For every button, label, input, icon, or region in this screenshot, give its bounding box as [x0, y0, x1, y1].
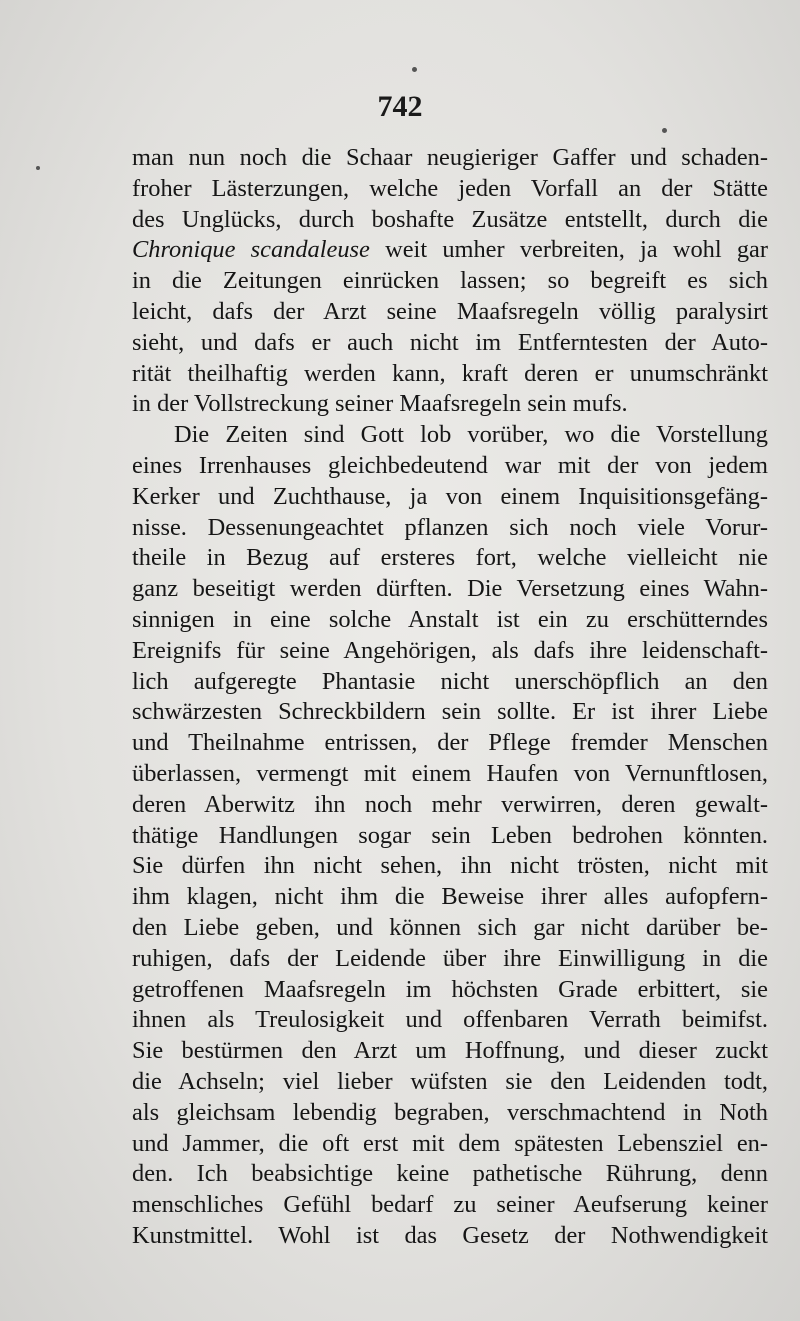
ink-speck — [36, 166, 40, 170]
text-line: lich aufgeregte Phantasie nicht unerschöpflich an den — [132, 667, 768, 695]
paragraph-start-line: Die Zeiten sind Gott lob vorüber, wo die Vorstellung — [174, 421, 768, 449]
text-line: Kerker und Zuchthause, ja von einem Inquisitionsgefäng- — [132, 482, 768, 510]
text-line: die Achseln; viel lieber wüfsten sie den Leidenden todt, — [132, 1067, 768, 1095]
text-line: menschliches Gefühl bedarf zu seiner Aeufserung keiner — [132, 1191, 768, 1219]
text-line: ganz beseitigt werden dürften. Die Versetzung eines Wahn- — [132, 575, 768, 603]
text-line: ruhigen, dafs der Leidende über ihre Einwilligung in die — [132, 944, 768, 972]
text-line: theile in Bezug auf ersteres fort, welche vielleicht nie — [132, 544, 768, 572]
text-line: froher Lästerzungen, welche jeden Vorfall an der Stätte — [132, 174, 768, 202]
text-line: den Liebe geben, und können sich gar nicht darüber be- — [132, 913, 768, 941]
text-line: sinnigen in eine solche Anstalt ist ein zu erschütterndes — [132, 605, 768, 633]
text-line: eines Irrenhauses gleichbedeutend war mit der von jedem — [132, 451, 768, 479]
text-line: als gleichsam lebendig begraben, verschmachtend in Noth — [132, 1098, 768, 1126]
text-line: in die Zeitungen einrücken lassen; so begreift es sich — [132, 267, 768, 295]
text-line: des Unglücks, durch boshafte Zusätze entstellt, durch die — [132, 205, 768, 233]
text-line: schwärzesten Schreckbildern sein sollte. Er ist ihrer Liebe — [132, 698, 768, 726]
ink-speck — [662, 128, 667, 133]
text-line: Kunstmittel. Wohl ist das Gesetz der Nothwendigkeit — [132, 1221, 768, 1249]
text-line: überlassen, vermengt mit einem Haufen von Vernunftlosen, — [132, 759, 768, 787]
text-line: in der Vollstreckung seiner Maafsregeln sein mufs. — [132, 390, 628, 418]
text-line: sieht, und dafs er auch nicht im Entferntesten der Auto- — [132, 328, 768, 356]
ink-speck — [412, 67, 417, 72]
text-line: ihnen als Treulosigkeit und offenbaren Verrath beimifst. — [132, 1006, 768, 1034]
text-line: rität theilhaftig werden kann, kraft deren er unumschränkt — [132, 359, 768, 387]
text-line: thätige Handlungen sogar sein Leben bedrohen könnten. — [132, 821, 768, 849]
page-number: 742 — [377, 90, 423, 123]
text-line: man nun noch die Schaar neugieriger Gaffer und schaden- — [132, 144, 768, 171]
text-line: nisse. Dessenungeachtet pflanzen sich noch viele Vorur- — [132, 513, 768, 541]
text-line: leicht, dafs der Arzt seine Maafsregeln völlig paralysirt — [132, 297, 768, 325]
text-line: ihm klagen, nicht ihm die Beweise ihrer alles aufopfern- — [132, 883, 768, 911]
text-line: Ereignifs für seine Angehörigen, als dafs ihre leidenschaft- — [132, 636, 768, 664]
text-line: und Theilnahme entrissen, der Pflege fremder Menschen — [132, 729, 768, 757]
text-line: getroffenen Maafsregeln im höchsten Grade erbittert, sie — [132, 975, 768, 1003]
text-line: den. Ich beabsichtige keine pathetische Rührung, denn — [132, 1160, 768, 1188]
text-line: deren Aberwitz ihn noch mehr verwirren, deren gewalt- — [132, 790, 768, 818]
text-line: und Jammer, die oft erst mit dem spätesten Lebensziel en- — [132, 1129, 768, 1157]
text-line-rest: weit umher verbreiten, ja wohl gar — [369, 236, 768, 264]
body-text — [132, 143, 768, 1252]
text-line: Sie dürfen ihn nicht sehen, ihn nicht trösten, nicht mit — [132, 852, 768, 880]
text-line — [132, 235, 768, 266]
text-line: Sie bestürmen den Arzt um Hoffnung, und dieser zuckt — [132, 1037, 768, 1065]
italic-title: Chronique scandaleuse — [132, 236, 370, 264]
